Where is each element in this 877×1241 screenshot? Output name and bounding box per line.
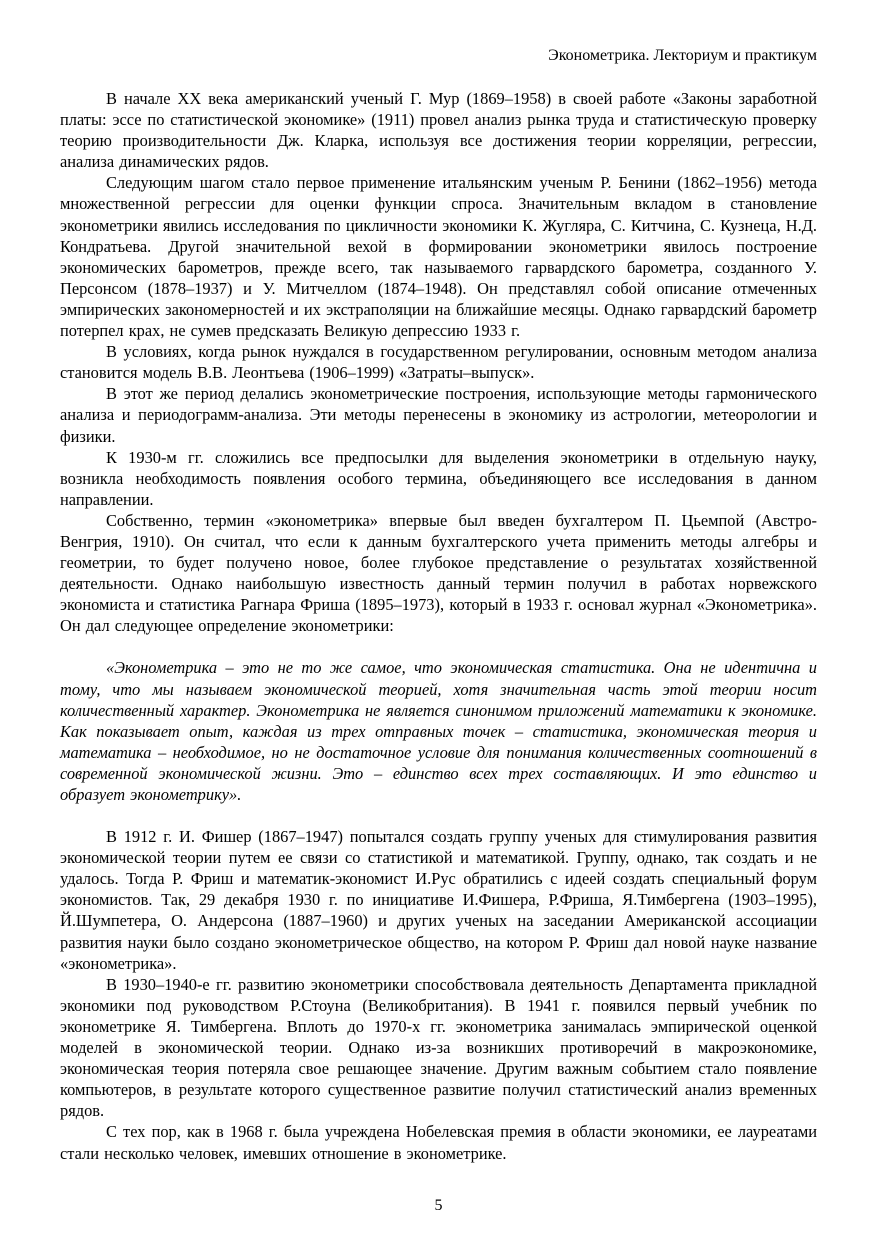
running-header: Эконометрика. Лекториум и практикум [548, 47, 817, 64]
document-body [60, 88, 817, 1164]
body-paragraph: Собственно, термин «эконометрика» впервые был введен бухгалтером П. Цьемпой (Австро-Венгрия, 1910). Он считал, что если к данным бухгалтерского учета применить методы алгебры и геометрии, то будет получено новое, более глубокое представление о результатах хозяйственной деятельности. Однако наибольшую известность данный термин получил в работах норвежского экономиста и статистика Рагнара Фриша (1895–1973), который в 1933 г. основал журнал «Эконометрика». Он дал следующее определение эконометрики: [60, 510, 817, 636]
body-paragraph: В 1930–1940-е гг. развитию эконометрики способствовала деятельность Департамента прикладной экономики под руководством Р.Стоуна (Великобритания). В 1941 г. появился первый учебник по эконометрике Я. Тимбергена. Вплоть до 1970-х гг. эконометрика занималась эмпирической оценкой моделей в экономической теории. Однако из-за возникших противоречий в макроэкономике, экономическая теория потеряла свое решающее значение. Другим важным событием стало появление компьютеров, в результате которого существенное развитие получил статистический анализ временных рядов. [60, 974, 817, 1121]
body-paragraph: С тех пор, как в 1968 г. была учреждена Нобелевская премия в области экономики, ее лауреатами стали несколько человек, имевших отношение в эконометрике. [60, 1122, 817, 1163]
body-paragraph: В начале XX века американский ученый Г. Мур (1869–1958) в своей работе «Законы заработной платы: эссе по статистической экономике» (1911) провел анализ рынка труда и статистическую проверку теорию производительности Дж. Кларка, используя все достижения теории корреляции, регрессии, анализа динамических рядов. [60, 89, 817, 172]
body-paragraph: В условиях, когда рынок нуждался в государственном регулировании, основным методом анализа становится модель В.В. Леонтьева (1906–1999) «Затраты–выпуск». [60, 342, 817, 383]
page-number: 5 [434, 1197, 443, 1214]
body-paragraph: К 1930-м гг. сложились все предпосылки для выделения эконометрики в отдельную науку, возникла необходимость появления особого термина, объединяющего все исследования в данном направлении. [60, 447, 817, 509]
body-paragraph: Следующим шагом стало первое применение итальянским ученым Р. Бенини (1862–1956) метода множественной регрессии для оценки функции спроса. Значительным вкладом в становление эконометрики явились исследования по цикличности экономики К. Жугляра, С. Китчина, С. Кузнеца, Н.Д. Кондратьева. Другой значительной вехой в формировании эконометрики явилось построение экономических барометров, прежде всего, так называемого гарвардского барометра, созданного У. Персонсом (1878–1937) и У. Митчеллом (1874–1948). Он представлял собой описание отмеченных эмпирических закономерностей и их экстраполяции на ближайшие месяцы. Однако гарвардский барометр потерпел крах, не сумев предсказать Великую депрессию 1933 г. [60, 173, 817, 341]
quote-paragraph: «Эконометрика – это не то же самое, что экономическая статистика. Она не идентична и тому, что мы называем экономической теорией, хотя значительная часть этой теории носит количественный характер. Эконометрика не является синонимом приложений математики к экономике. Как показывает опыт, каждая из трех отправных точек – статистика, экономическая теория и математика – необходимое, но не достаточное условие для понимания количественных соотношений в современной экономической жизни. Это – единство всех трех составляющих. И это единство и образует эконометрику». [60, 658, 817, 804]
body-paragraph: В 1912 г. И. Фишер (1867–1947) попытался создать группу ученых для стимулирования развития экономической теории путем ее связи со статистикой и математикой. Группу, однако, так создать и не удалось. Тогда Р. Фриш и математик-экономист И.Рус обратились с идеей создать специальный форум экономистов. Так, 29 декабря 1930 г. по инициативе И.Фишера, Р.Фриша, Я.Тимбергена (1903–1995), Й.Шумпетера, О. Андерсона (1887–1960) и других ученых на заседании Американской ассоциации развития науки было создано эконометрическое общество, на котором Р. Фриш дал новой науке название «эконометрика». [60, 827, 817, 973]
body-paragraph: В этот же период делались эконометрические построения, использующие методы гармонического анализа и периодограмм-анализа. Эти методы перенесены в экономику из астрологии, метеорологии и физики. [60, 384, 817, 446]
